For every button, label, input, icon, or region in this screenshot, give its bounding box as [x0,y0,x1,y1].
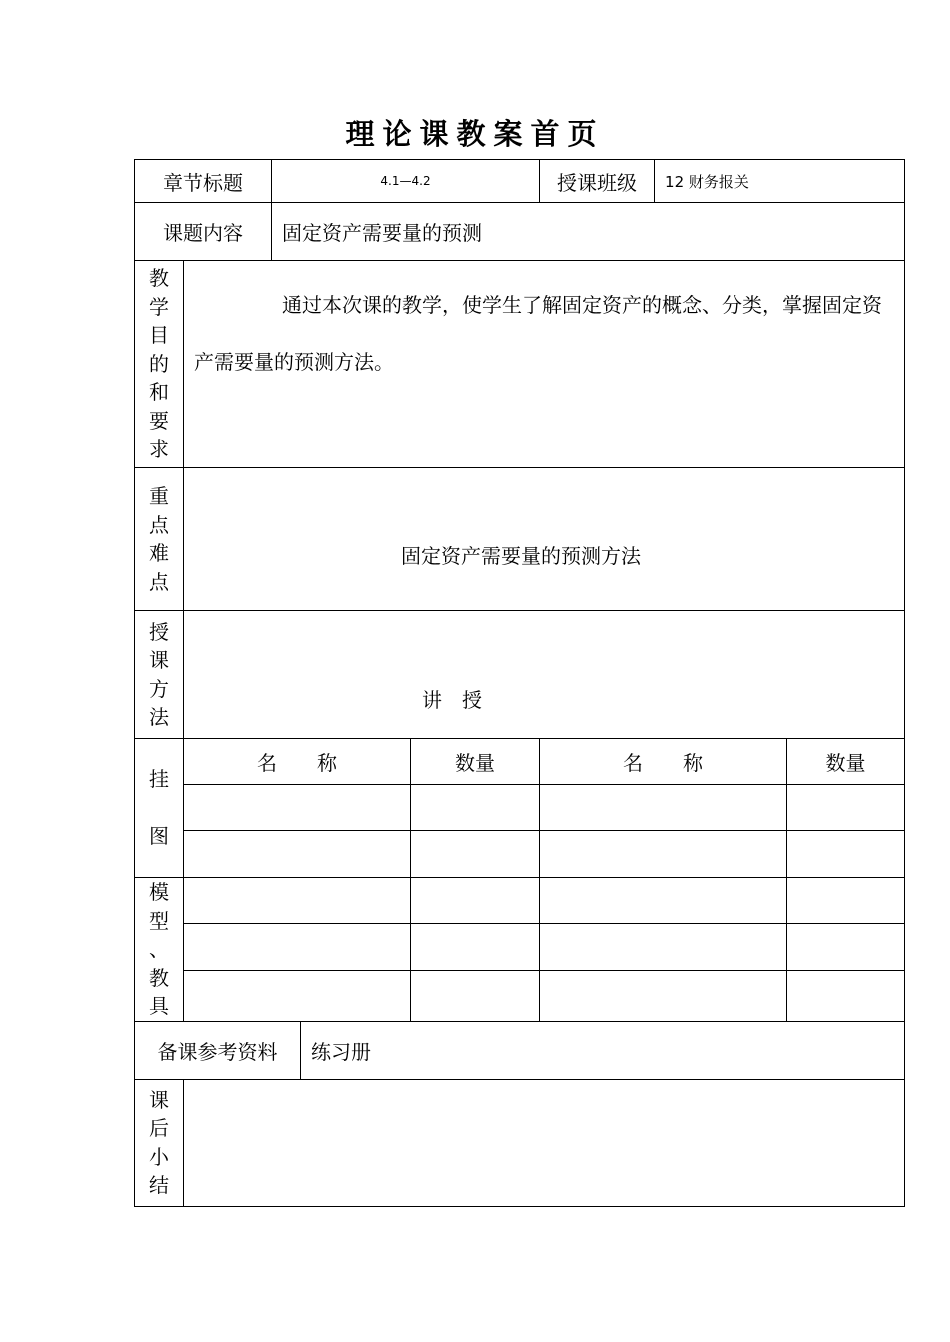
summary-value [184,1079,905,1206]
objectives-label [135,261,184,468]
equipment-header-row [135,739,905,785]
table-cell [411,785,540,831]
method-value: 讲 授 [184,611,905,739]
table-cell [411,924,540,970]
table-cell [184,831,411,878]
chapter-value: 4.1—4.2 [272,160,540,203]
models-entry-row [135,878,905,924]
chapter-label: 章节标题 [135,160,272,203]
table-cell [184,878,411,924]
table-cell [787,831,905,878]
keypoints-row [135,468,905,611]
references-row [135,1021,905,1079]
table-cell [184,924,411,970]
references-value: 练习册 [301,1021,905,1079]
table-cell [540,878,787,924]
method-row [135,611,905,739]
table-cell [411,970,540,1021]
models-entry-row [135,970,905,1021]
references-label: 备课参考资料 [135,1021,301,1079]
table-cell [540,970,787,1021]
equipment-header-name-2: 名 称 [540,739,787,785]
charts-label-char-2: 图 [149,824,169,849]
charts-entry-row [135,785,905,831]
table-cell [411,831,540,878]
objectives-row [135,261,905,468]
method-label [135,611,184,739]
table-cell [540,924,787,970]
models-label-text: 模 型 、 教 具 [149,880,169,1018]
topic-label: 课题内容 [135,203,272,261]
table-cell [787,924,905,970]
table-cell [540,785,787,831]
summary-label-text: 课 后 小 结 [149,1087,169,1197]
models-label [135,878,184,1022]
chapter-row [135,160,905,203]
table-cell [540,831,787,878]
objectives-label-text: 教 学 目 的 和 要 求 [149,266,169,462]
method-label-text: 授 课 方 法 [149,619,169,729]
class-label: 授课班级 [540,160,655,203]
charts-label [135,739,184,878]
summary-label [135,1079,184,1206]
table-cell [184,785,411,831]
table-cell [787,785,905,831]
summary-row [135,1079,905,1206]
equipment-header-qty-1: 数量 [411,739,540,785]
lesson-plan-table [134,159,905,1207]
class-value: 12 财务报关 [655,160,905,203]
keypoints-label-text: 重 点 难 点 [149,484,169,594]
equipment-header-name-1: 名 称 [184,739,411,785]
equipment-header-qty-2: 数量 [787,739,905,785]
keypoints-value: 固定资产需要量的预测方法 [184,468,905,611]
page-title: 理论课教案首页 [345,117,605,151]
table-cell [787,970,905,1021]
charts-entry-row [135,831,905,878]
table-cell [787,878,905,924]
models-entry-row [135,924,905,970]
charts-label-char-1: 挂 [149,767,169,792]
table-cell [184,970,411,1021]
topic-value: 固定资产需要量的预测 [272,203,905,261]
objectives-value: 通过本次课的教学，使学生了解固定资产的概念、分类，掌握固定资产需要量的预测方法。 [184,261,905,468]
table-cell [411,878,540,924]
topic-row [135,203,905,261]
keypoints-label [135,468,184,611]
